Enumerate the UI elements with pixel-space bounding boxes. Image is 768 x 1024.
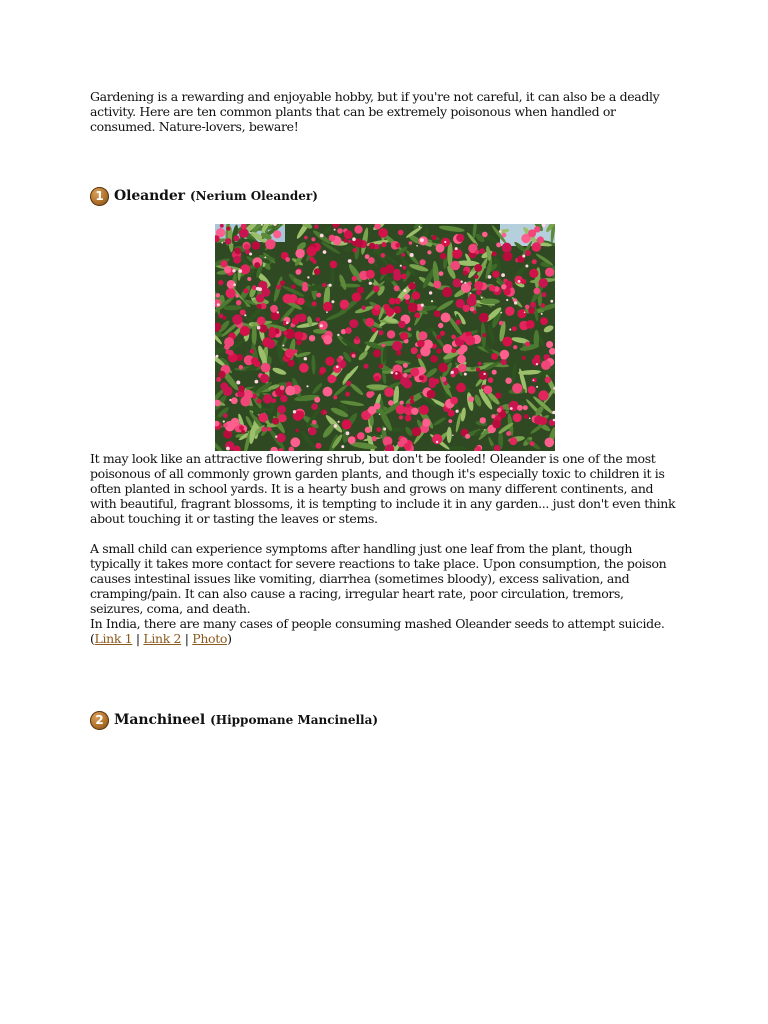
intro-paragraph: Gardening is a rewarding and enjoyable hobby, but if you're not careful, it can also be a deadly activity. Here are ten common plants that can be extremely poisonous when handled or consumed. Nature-lovers, beware! [90, 89, 660, 134]
section-1-paragraph-3 [90, 616, 680, 646]
latin-name-2: (Hippomane Mancinella) [210, 713, 379, 727]
latin-name-1: (Nerium Oleander) [189, 189, 318, 203]
oleander-photo [215, 224, 555, 451]
plant-name-1: Oleander [114, 188, 185, 204]
link-close-paren: ) [227, 631, 232, 646]
plant-name-2: Manchineel [114, 712, 206, 728]
section-2-heading [90, 709, 378, 731]
section-1-heading [90, 185, 318, 207]
intro-block [90, 89, 680, 134]
link-separator-2: | [184, 631, 189, 646]
paragraph-3-text: In India, there are many cases of people consuming mashed Oleander seeds to attempt suicide. [90, 616, 665, 631]
section-1-paragraph-2: A small child can experience symptoms after handling just one leaf from the plant, though typically it takes more contact for severe reactions to take place. Upon consumption, the poison causes intestinal issues like vomiting, diarrhea (sometimes bloody), excess salivation, and cramping/pain. It can also cause a racing, irregular heart rate, poor circulation, tremors, seizures, coma, and death. [90, 541, 667, 616]
link-open-paren: ( [90, 631, 95, 646]
number-badge-1-icon: 1 [90, 187, 109, 206]
section-1-paragraph-1: It may look like an attractive flowering shrub, but don't be fooled! Oleander is one of the most poisonous of all commonly grown garden plants, and though it's especially toxic to children it is often planted in school yards. It is a hearty bush and grows on many different continents, and with beautiful, fragrant blossoms, it is tempting to include it in any garden... just don't even think about touching it or tasting the leaves or stems. [90, 451, 676, 526]
link-2[interactable]: Link 2 [143, 631, 182, 646]
link-1[interactable]: Link 1 [94, 631, 133, 646]
oleander-flowers-image [215, 224, 555, 451]
link-separator-1: | [135, 631, 140, 646]
photo-link[interactable]: Photo [192, 631, 228, 646]
number-badge-2-icon: 2 [90, 711, 109, 730]
